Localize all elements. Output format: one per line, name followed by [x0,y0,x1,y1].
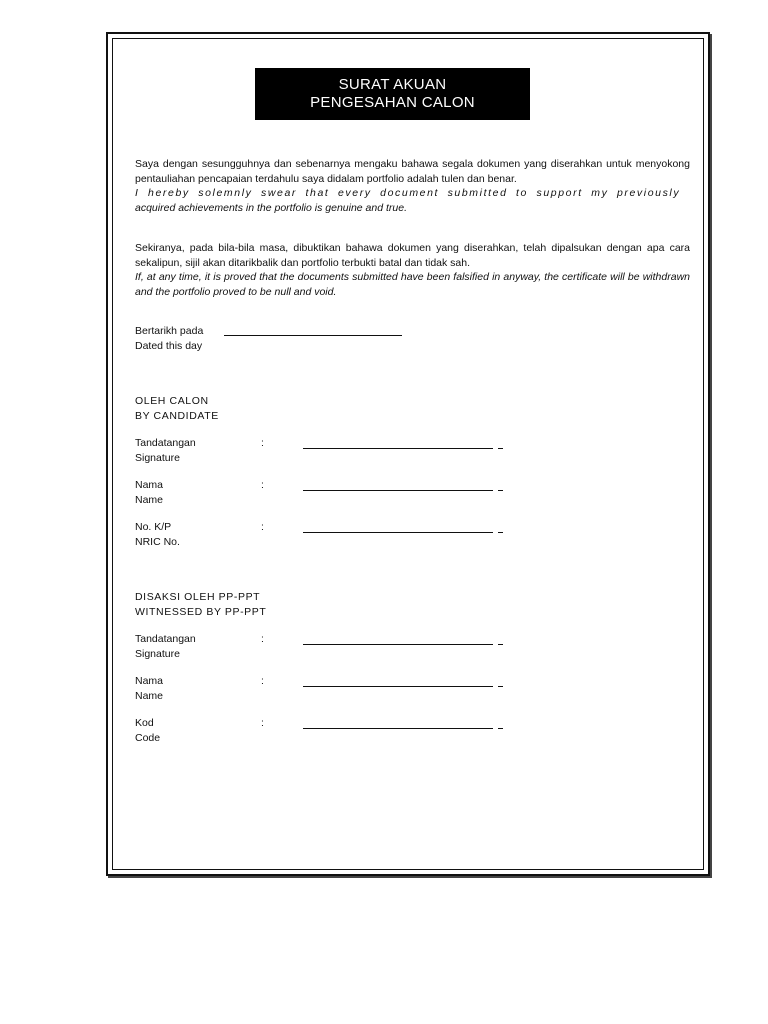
candidate-heading-malay: OLEH CALON [135,395,209,407]
witness-signature-field [135,632,515,662]
field-label-malay: Kod [135,717,154,729]
field-label-english: NRIC No. [135,535,180,548]
field-label-english: Signature [135,647,180,660]
date-label-english: Dated this day [135,339,203,352]
field-colon: : [261,479,264,491]
candidate-nric-field [135,520,515,550]
field-label-english: Name [135,689,164,702]
falsification-english: If, at any time, it is proved that the documents submitted have been falsified in anyway, the certificate will be withdrawn and the portfolio proved to be null and void. [135,271,690,298]
declaration-english-line-2: acquired achievements in the portfolio is genuine and true. [135,201,408,214]
field-label-english: Signature [135,451,180,464]
field-label-english: Code [135,731,161,744]
field-colon: : [261,633,264,645]
line-end-mark [498,728,503,729]
field-label-malay: No. K/P [135,521,172,533]
date-label-malay: Bertarikh pada [135,325,204,337]
falsification-malay: Sekiranya, pada bila-bila masa, dibuktikan bahawa dokumen yang diserahkan, telah dipalsukan dengan apa cara sekalipun, sijil akan ditarikbalik dan portfolio terbukti batal dan tidak sah. [135,242,690,269]
field-colon: : [261,521,264,533]
witness-code-field [135,716,515,746]
title-line-1: SURAT AKUAN [338,76,447,93]
date-label [135,324,203,353]
candidate-name-field [135,478,515,508]
field-label-malay: Tandatangan [135,633,196,645]
field-colon: : [261,675,264,687]
field-label-malay: Tandatangan [135,437,196,449]
witness-section-heading [135,590,266,619]
declaration-paragraph [135,157,690,215]
witness-name-line[interactable] [303,686,493,687]
declaration-english-line-1: I hereby solemnly swear that every document submitted to support my previously [135,187,681,199]
falsification-paragraph [135,241,690,299]
line-end-mark [498,644,503,645]
field-label-malay: Nama [135,675,164,687]
line-end-mark [498,686,503,687]
field-label-english: Name [135,493,164,506]
candidate-signature-field [135,436,515,466]
line-end-mark [498,490,503,491]
date-input-line[interactable] [224,335,402,336]
witness-heading-english: WITNESSED BY PP-PPT [135,605,267,618]
witness-code-line[interactable] [303,728,493,729]
field-colon: : [261,717,264,729]
candidate-nric-line[interactable] [303,532,493,533]
field-colon: : [261,437,264,449]
title-line-2: PENGESAHAN CALON [310,94,475,111]
line-end-mark [498,532,503,533]
candidate-heading-english: BY CANDIDATE [135,409,219,422]
witness-heading-malay: DISAKSI OLEH PP-PPT [135,591,261,603]
field-label-malay: Nama [135,479,164,491]
candidate-section-heading [135,394,219,423]
declaration-malay: Saya dengan sesungguhnya dan sebenarnya mengaku bahawa segala dokumen yang diserahkan untuk menyokong pentauliahan pencapaian terdahulu saya didalam portfolio adalah tulen dan benar. [135,158,690,185]
line-end-mark [498,448,503,449]
document-title [255,68,530,120]
candidate-signature-line[interactable] [303,448,493,449]
witness-name-field [135,674,515,704]
witness-signature-line[interactable] [303,644,493,645]
candidate-name-line[interactable] [303,490,493,491]
